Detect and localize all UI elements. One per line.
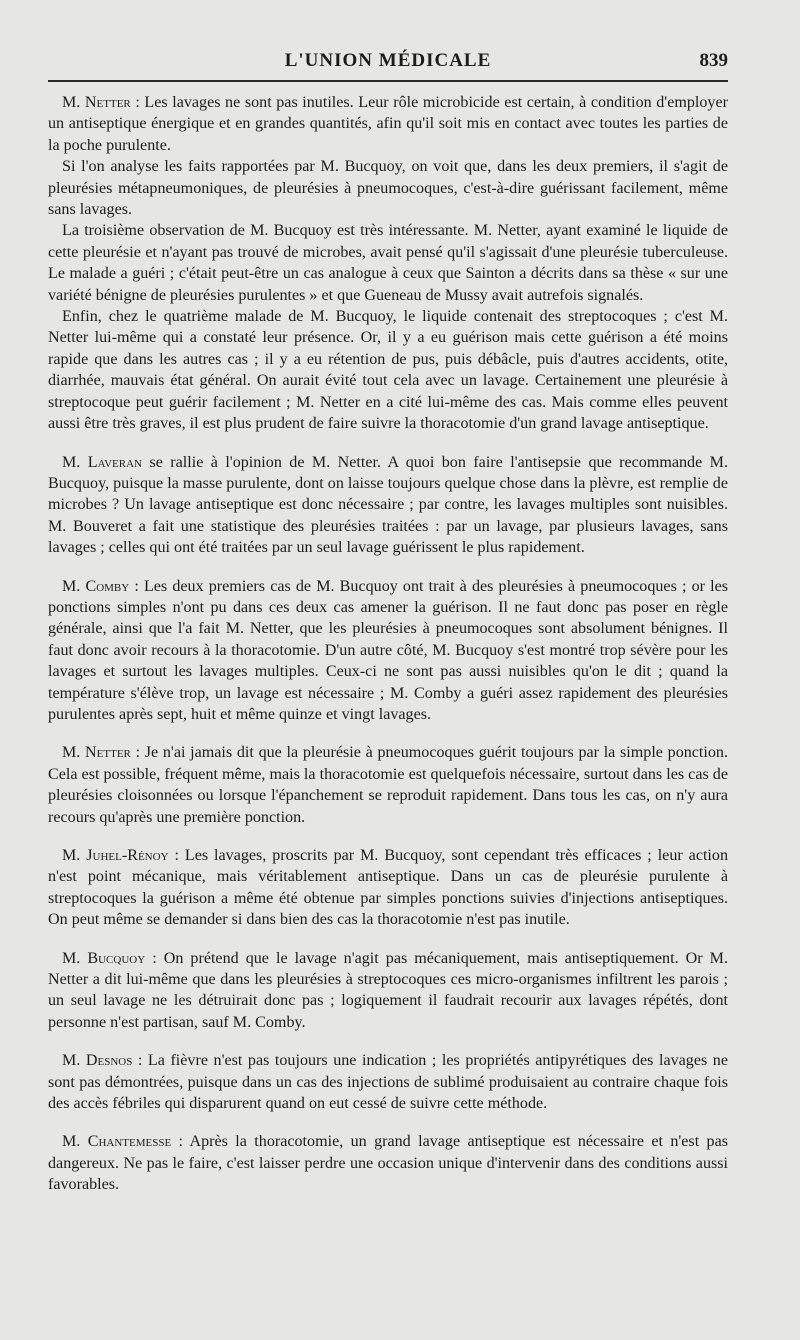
paragraph-text: Je n'ai jamais dit que la pleurésie à pneumocoques guérit toujours par la simple ponction. Cela est possible, fréquent même, mais la thoracotomie est quelquefois nécessaire, surtout dans les cas de pleurésies cloisonnées ou lorsque l'épanchement se reproduit rapidement. Dans tous les cas, on n'y aura recours qu'après une première ponction. — [48, 744, 728, 826]
speaker-name: M. Netter : — [62, 744, 141, 762]
speaker-name: M. Desnos : — [62, 1052, 143, 1070]
speaker-name: M. Comby : — [62, 577, 139, 595]
running-title: L'UNION MÉDICALE — [284, 50, 492, 71]
paragraph — [48, 156, 728, 220]
paragraph-text: se rallie à l'opinion de M. Netter. A quoi bon faire l'antisepsie que recommande M. Bucquoy, puisque la masse purulente, dont on laisse toujours quelque chose dans la plèvre, est remplie de microbes ? Un lavage antiseptique est donc nécessaire ; par contre, les lavages multiples sont nuisibles. M. Bouveret a fait une statistique des pleurésies traitées : par un lavage, par plusieurs lavages, sans lavages ; celles qui ont été traitées par un seul lavage guérissent le plus rapidement. — [48, 453, 729, 557]
paragraph-text: On prétend que le lavage n'agit pas mécaniquement, mais antiseptiquement. Or M. Netter a dit lui-même que dans les pleurésies à streptocoques ces micro-organismes infiltrent les parois ; un seul lavage ne les détruirait donc pas ; logiquement il faudrait recourir aux lavages répétés, dont personne n'est partisan, sauf M. Comby. — [48, 949, 728, 1031]
paragraph-text: La troisième observation de M. Bucquoy est très intéressante. M. Netter, ayant examiné le liquide de cette pleurésie et n'ayant pas trouvé de microbes, avait pensé qu'il s'agissait d'une pleurésie tuberculeuse. Le malade a guéri ; c'était peut-être un cas analogue à ceux que Sainton a décrits dans sa thèse « sur une variété bénigne de pleurésies purulentes » et que Gueneau de Mussy avait autrefois signalés. — [48, 222, 728, 304]
paragraph — [48, 742, 728, 828]
paragraph-text: La fièvre n'est pas toujours une indication ; les propriétés antipyrétiques des lavages ne sont pas démontrées, puisque dans un cas des injections de sublimé produisaient au contraire chaque fois des accès fébriles qui disparurent quand on eut cessé de suivre cette méthode. — [48, 1052, 728, 1113]
paragraph-text: Enfin, chez le quatrième malade de M. Bucquoy, le liquide contenait des streptocoques ; c'est M. Netter lui-même qui a constaté leur présence. Or, il y a eu guérison mais cette guérison a été moins rapide que dans les autres cas ; il y a eu rétention de pus, puis débâcle, puis d'autres accidents, otite, diarrhée, mauvais état général. On aurait évité tout cela avec un lavage. Certainement une pleurésie à streptocoque peut guérir facilement ; M. Netter en a cité lui-même des cas. Mais comme elles peuvent aussi être très graves, il est plus prudent de faire suivre la thoracotomie d'un grand lavage antiseptique. — [48, 308, 728, 433]
paragraph — [48, 845, 728, 931]
speaker-name: M. Laveran — [62, 453, 143, 471]
paragraph — [48, 92, 728, 156]
paragraph — [48, 1050, 728, 1114]
paragraph-text: Les lavages ne sont pas inutiles. Leur rôle microbicide est certain, à condition d'employer un antiseptique énergique et en grandes quantités, afin qu'il soit mis en contact avec toutes les parties de la poche purulente. — [48, 94, 728, 154]
speaker-name: M. Netter : — [62, 94, 140, 111]
paragraph — [48, 220, 728, 306]
speaker-name: M. Chantemesse : — [62, 1133, 184, 1151]
page-number: 839 — [699, 50, 728, 71]
page-header — [48, 48, 728, 82]
paragraph-text: Les lavages, proscrits par M. Bucquoy, sont cependant très efficaces ; leur action n'est point mécanique, mais véritablement antiseptique. Dans un cas de pleurésie purulente à streptocoques la guérison a même été obtenue par simples ponctions suivies d'injections antiseptiques. On peut même se demander si dans bien des cas la thoracotomie n'est pas inutile. — [48, 847, 728, 929]
speaker-name: M. Bucquoy : — [62, 949, 157, 967]
text-body — [48, 92, 728, 1196]
speaker-name: M. Juhel-Rénoy : — [62, 847, 179, 864]
paragraph — [48, 576, 728, 726]
paragraph-text: Les deux premiers cas de M. Bucquoy ont trait à des pleurésies à pneumocoques ; or les ponctions simples n'ont pu dans ces deux cas amener la guérison. Il ne faut donc pas poser en règle générale, ainsi que l'a fait M. Netter, que les pleurésies à pneumocoques sont absolument bénignes. Il faut donc avoir recours à la thoracotomie. D'un autre côté, M. Bucquoy s'est montré trop sévère pour les lavages et surtout les lavages multiples. Ceux-ci ne sont pas aussi nuisibles qu'on le dit ; quand la température s'élève trop, un lavage est nécessaire ; M. Comby a guéri assez rapidement des pleurésies purulentes après sept, huit et même quinze et vingt lavages. — [48, 577, 729, 723]
paragraph — [48, 452, 728, 559]
header-rule — [48, 80, 728, 82]
paragraph-text: Après la thoracotomie, un grand lavage antiseptique est nécessaire et n'est pas dangereux. Ne pas le faire, c'est laisser perdre une occasion unique d'intervenir dans des conditions aussi favorables. — [48, 1133, 728, 1194]
paragraph — [48, 948, 728, 1034]
paragraph — [48, 306, 728, 434]
paragraph-text: Si l'on analyse les faits rapportées par M. Bucquoy, on voit que, dans les deux premiers, il s'agit de pleurésies métapneumoniques, de pleurésies à pneumocoques, c'est-à-dire guérissant facilement, même sans lavages. — [48, 158, 728, 219]
paragraph — [48, 1131, 728, 1195]
